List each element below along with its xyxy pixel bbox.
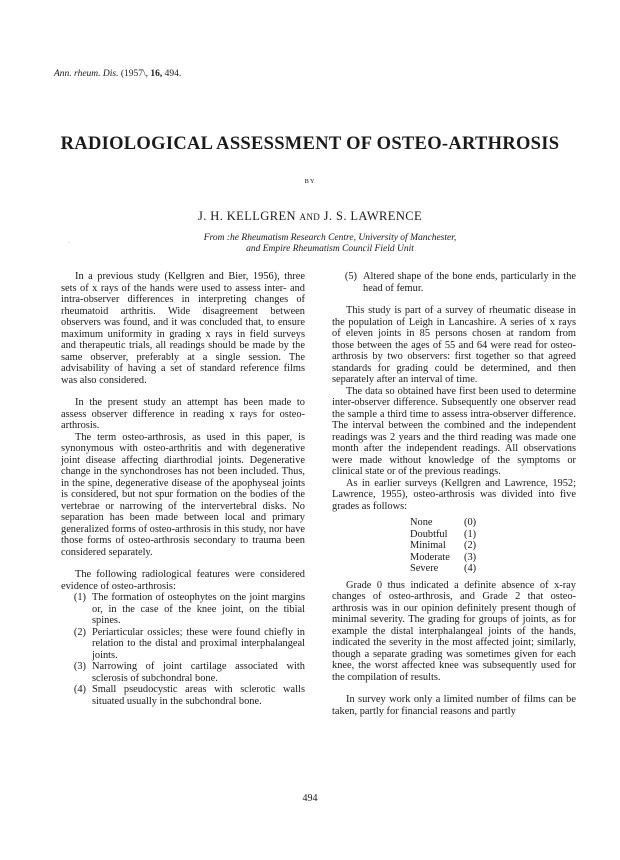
feature-list-continued xyxy=(332,271,576,294)
list-item xyxy=(61,661,305,684)
grade-name: Minimal xyxy=(410,540,446,551)
citation-page: 494. xyxy=(164,69,182,79)
grade-value: (0) xyxy=(464,517,477,528)
author-conjunction: AND xyxy=(299,212,321,222)
page-number: 494 xyxy=(302,793,318,804)
list-item-text: Narrowing of joint cartilage associated with sclerosis of subchondral bone. xyxy=(92,661,305,684)
grade-name: Moderate xyxy=(410,551,450,563)
journal-citation xyxy=(54,69,181,79)
list-item-text: Small pseudocystic areas with sclerotic walls situated usually in the subchondral bone. xyxy=(92,684,305,707)
list-item-number: (4) xyxy=(73,684,86,695)
paragraph: As in earlier surveys (Kellgren and Lawrence, 1952; Lawrence, 1955), osteo-arthrosis was divided into five grades as follows: xyxy=(332,477,576,512)
list-item-text: Periarticular ossicles; these were found chiefly in relation to the distal and proximal interphalangeal joints. xyxy=(92,626,305,661)
grade-row xyxy=(410,563,476,575)
byline-by: BY xyxy=(304,178,316,185)
stray-mark: . xyxy=(68,236,70,245)
list-item-number: (5) xyxy=(344,271,357,282)
authors xyxy=(0,209,620,224)
grade-name: None xyxy=(410,517,433,528)
affiliation-line-1: From :he Rheumatism Research Centre, University of Manchester, xyxy=(203,233,457,243)
grade-row xyxy=(410,529,476,541)
author-first: J. H. KELLGREN xyxy=(197,209,296,223)
grade-row xyxy=(410,517,476,529)
list-item xyxy=(61,684,305,707)
author-second: J. S. LAWRENCE xyxy=(323,209,423,223)
left-column xyxy=(61,271,305,707)
citation-volume: 16, xyxy=(150,69,163,79)
citation-year: (1957\, xyxy=(120,69,149,79)
citation-journal: Ann. rheum. Dis. xyxy=(54,69,119,79)
list-item-number: (3) xyxy=(73,661,86,672)
grade-row xyxy=(410,540,476,552)
paragraph: The data so obtained have first been used to determine inter-observer difference. Subsequently one observer read the sample a third time to assess intra-observer difference. The interval between the combined and the independent readings was 2 years and the third reading was made one month after the independent readings. All observations were made without knowledge of the symptoms or clinical state or of the previous readings. xyxy=(332,385,576,477)
list-item-number: (2) xyxy=(73,626,86,638)
list-item-text: Altered shape of the bone ends, particularly in the head of femur. xyxy=(363,271,576,294)
grade-row xyxy=(410,552,476,564)
grades-table xyxy=(410,517,476,575)
paragraph: In a previous study (Kellgren and Bier, 1956), three sets of x rays of the hands were used to assess inter- and intra-observer differences in interpreting changes of rheumatoid arthritis. Wide disagreement between observers was found, and it was concluded that, to ensure maximum uniformity in grading x rays in field surveys and therapeutic trials, all readings should be made by the same observer, preferably at a single session. The advisability of having a set of standard reference films was also considered. xyxy=(61,271,305,386)
paragraph: The term osteo-arthrosis, as used in this paper, is synonymous with osteo-arthritis and with degenerative joint disease affecting diarthrodial joints. Degenerative change in the synchondroses has not been included. Thus, in the spine, degenerative disease of the apophyseal joints is considered, but not spur formation on the bodies of the vertebrae or narrowing of the intervertebral disks. No separation has been made between local and primary generalized forms of osteo-arthrosis in this study, nor have those forms of osteo-arthrosis secondary to trauma been considered separately. xyxy=(61,431,305,558)
right-column xyxy=(332,271,576,717)
paragraph: In survey work only a limited number of films can be taken, partly for financial reasons and partly xyxy=(332,694,576,717)
list-item-number: (1) xyxy=(73,592,86,603)
list-item xyxy=(61,592,305,627)
grade-name: Severe xyxy=(410,563,439,574)
grade-value: (3) xyxy=(464,551,477,563)
paragraph: This study is part of a survey of rheumatic disease in the population of Leigh in Lancashire. A series of x rays of eleven joints in 85 persons chosen at random from those between the ages of 55 and 64 were read for osteo-arthrosis by two observers: first together so that agreed standards for grading could be determined, and then separately after an interval of time. xyxy=(332,305,576,385)
list-item xyxy=(332,271,576,294)
grade-value: (2) xyxy=(464,540,477,551)
paragraph: In the present study an attempt has been made to assess observer difference in reading x rays for osteo-arthrosis. xyxy=(61,397,305,431)
grade-value: (4) xyxy=(464,563,477,574)
grade-name: Doubtful xyxy=(410,528,448,540)
grade-value: (1) xyxy=(464,528,477,540)
list-item xyxy=(61,627,305,662)
paper-title: RADIOLOGICAL ASSESSMENT OF OSTEO-ARTHROSIS xyxy=(60,134,560,154)
list-item-text: The formation of osteophytes on the joint margins or, in the case of the knee joint, on the tibial spines. xyxy=(92,592,305,626)
paragraph: Grade 0 thus indicated a definite absence of x-ray changes of osteo-arthrosis, and Grade 2 that osteo-arthrosis was in our opinion definitely present though of minimal severity. The grading for groups of joints, as for example the distal interphalangeal joints of the hands, indicated the severity in the most affected joint; similarly, though a separate grading was sometimes given for each knee, the worst affected knee was subsequently used for the compilation of results. xyxy=(332,579,576,683)
feature-list xyxy=(61,592,305,707)
affiliation-line-2: and Empire Rheumatism Council Field Unit xyxy=(246,244,414,254)
paragraph: The following radiological features were considered evidence of osteo-arthrosis: xyxy=(61,569,305,592)
